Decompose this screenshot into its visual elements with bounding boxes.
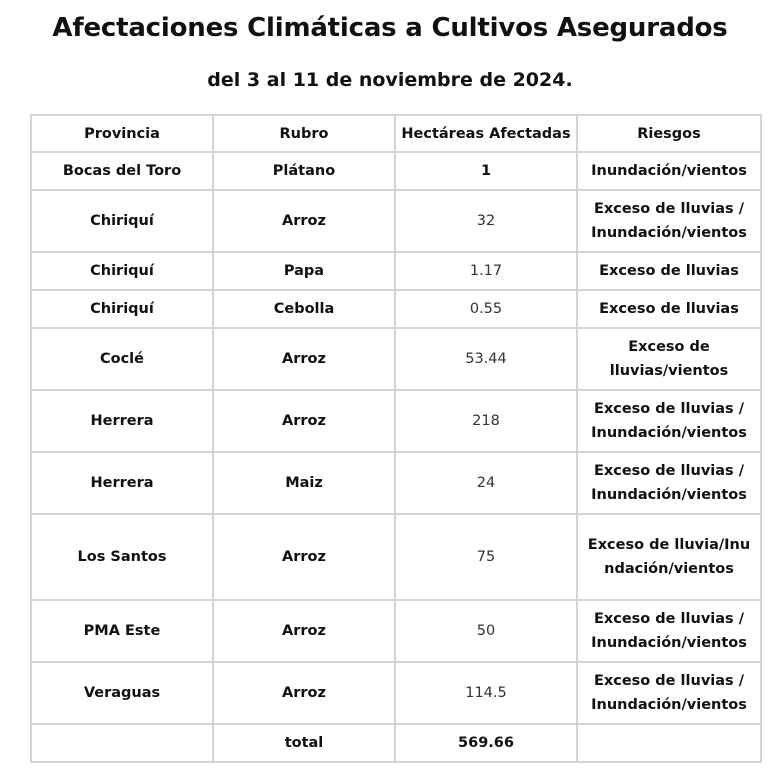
cell-hectareas: 1 — [395, 152, 577, 190]
table-row — [31, 290, 761, 328]
cell-hectareas: 50 — [395, 600, 577, 662]
cell-rubro: Arroz — [213, 390, 395, 452]
table-row — [31, 662, 761, 724]
table-row — [31, 452, 761, 514]
cell-riesgos: Exceso de lluvias — [577, 252, 761, 290]
cell-riesgos: Exceso de lluvias/vientos — [577, 328, 761, 390]
cell-rubro: Arroz — [213, 600, 395, 662]
table-row — [31, 390, 761, 452]
total-provincia — [31, 724, 213, 762]
header-rubro: Rubro — [213, 115, 395, 152]
cell-rubro: Cebolla — [213, 290, 395, 328]
cell-rubro: Arroz — [213, 662, 395, 724]
cell-provincia: Bocas del Toro — [31, 152, 213, 190]
cell-hectareas: 1.17 — [395, 252, 577, 290]
cell-hectareas: 32 — [395, 190, 577, 252]
header-hectareas: Hectáreas Afectadas — [395, 115, 577, 152]
total-label: total — [213, 724, 395, 762]
cell-riesgos: Exceso de lluvias / Inundación/vientos — [577, 190, 761, 252]
crops-table — [30, 114, 762, 763]
cell-rubro: Arroz — [213, 190, 395, 252]
cell-rubro: Arroz — [213, 328, 395, 390]
table-row — [31, 514, 761, 600]
cell-rubro: Maiz — [213, 452, 395, 514]
cell-riesgos: Exceso de lluvia/Inundación/vientos — [577, 514, 761, 600]
cell-hectareas: 24 — [395, 452, 577, 514]
cell-rubro: Plátano — [213, 152, 395, 190]
cell-provincia: Herrera — [31, 452, 213, 514]
cell-hectareas: 0.55 — [395, 290, 577, 328]
table-total-row — [31, 724, 761, 762]
cell-provincia: Coclé — [31, 328, 213, 390]
cell-riesgos: Exceso de lluvias / Inundación/vientos — [577, 452, 761, 514]
table-row — [31, 190, 761, 252]
cell-hectareas: 218 — [395, 390, 577, 452]
cell-riesgos: Inundación/vientos — [577, 152, 761, 190]
cell-provincia: Herrera — [31, 390, 213, 452]
cell-provincia: PMA Este — [31, 600, 213, 662]
cell-provincia: Veraguas — [31, 662, 213, 724]
total-riesgos — [577, 724, 761, 762]
table-row — [31, 328, 761, 390]
cell-riesgos: Exceso de lluvias / Inundación/vientos — [577, 600, 761, 662]
total-hectareas: 569.66 — [395, 724, 577, 762]
cell-provincia: Chiriquí — [31, 252, 213, 290]
cell-riesgos: Exceso de lluvias — [577, 290, 761, 328]
cell-provincia: Chiriquí — [31, 290, 213, 328]
cell-hectareas: 53.44 — [395, 328, 577, 390]
page-title: Afectaciones Climáticas a Cultivos Asegurados — [52, 13, 728, 43]
cell-hectareas: 114.5 — [395, 662, 577, 724]
cell-hectareas: 75 — [395, 514, 577, 600]
table-body — [31, 152, 761, 762]
table-row — [31, 600, 761, 662]
header-riesgos: Riesgos — [577, 115, 761, 152]
cell-provincia: Chiriquí — [31, 190, 213, 252]
cell-provincia: Los Santos — [31, 514, 213, 600]
header-provincia: Provincia — [31, 115, 213, 152]
cell-rubro: Arroz — [213, 514, 395, 600]
table-row — [31, 252, 761, 290]
page-subtitle: del 3 al 11 de noviembre de 2024. — [207, 69, 573, 91]
table-row — [31, 152, 761, 190]
cell-riesgos: Exceso de lluvias / Inundación/vientos — [577, 390, 761, 452]
cell-rubro: Papa — [213, 252, 395, 290]
table-header-row — [31, 115, 761, 152]
cell-riesgos: Exceso de lluvias / Inundación/vientos — [577, 662, 761, 724]
